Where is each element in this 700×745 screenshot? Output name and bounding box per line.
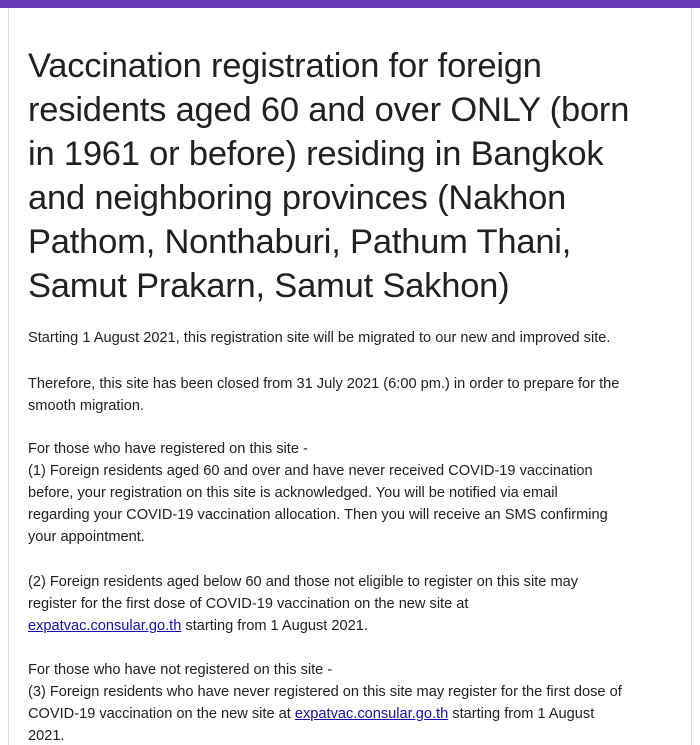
form-header-card (8, 8, 692, 745)
description-line: your appointment. (28, 529, 145, 545)
expatvac-link[interactable]: expatvac.consular.go.th (28, 618, 182, 634)
description-not-registered (28, 659, 688, 745)
form-title-line: Vaccination registration for foreign (28, 47, 542, 85)
description-line: Starting 1 August 2021, this registration site will be migrated to our new and improved site. (28, 330, 611, 346)
description-line: 2021. (28, 728, 65, 744)
description-line: before, your registration on this site is acknowledged. You will be notified via email (28, 485, 558, 501)
description-line: For those who have not registered on this site - (28, 662, 333, 678)
description-line (28, 703, 688, 725)
description-line: regarding your COVID-19 vaccination allocation. Then you will receive an SMS confirming (28, 507, 608, 523)
description-line: (3) Foreign residents who have never registered on this site may register for the first dose of (28, 684, 622, 700)
description-line: register for the first dose of COVID-19 vaccination on the new site at (28, 596, 469, 612)
form-title-line: residents aged 60 and over ONLY (born (28, 91, 630, 129)
form-title-line: Pathom, Nonthaburi, Pathum Thani, (28, 223, 572, 261)
form-accent-bar (0, 0, 700, 8)
description-text: starting from 1 August 2021. (181, 618, 368, 634)
description-line: For those who have registered on this site - (28, 441, 308, 457)
description-closure-notice (28, 373, 688, 417)
description-line: smooth migration. (28, 398, 144, 414)
description-text: COVID-19 vaccination on the new site at (28, 706, 295, 722)
form-title-line: and neighboring provinces (Nakhon (28, 179, 567, 217)
description-below-60 (28, 571, 688, 637)
form-title-line: in 1961 or before) residing in Bangkok (28, 135, 604, 173)
description-registered-residents (28, 438, 688, 548)
form-title-line: Samut Prakarn, Samut Sakhon) (28, 267, 510, 305)
description-line: Therefore, this site has been closed from 31 July 2021 (6:00 pm.) in order to prepare for the (28, 376, 620, 392)
description-line (28, 615, 688, 637)
expatvac-link[interactable]: expatvac.consular.go.th (294, 706, 449, 722)
description-text: starting from 1 August (448, 706, 595, 722)
description-line: (1) Foreign residents aged 60 and over and have never received COVID-19 vaccination (28, 463, 593, 479)
form-title (28, 44, 678, 308)
description-migration-notice (28, 327, 688, 349)
description-line: (2) Foreign residents aged below 60 and those not eligible to register on this site may (28, 574, 579, 590)
